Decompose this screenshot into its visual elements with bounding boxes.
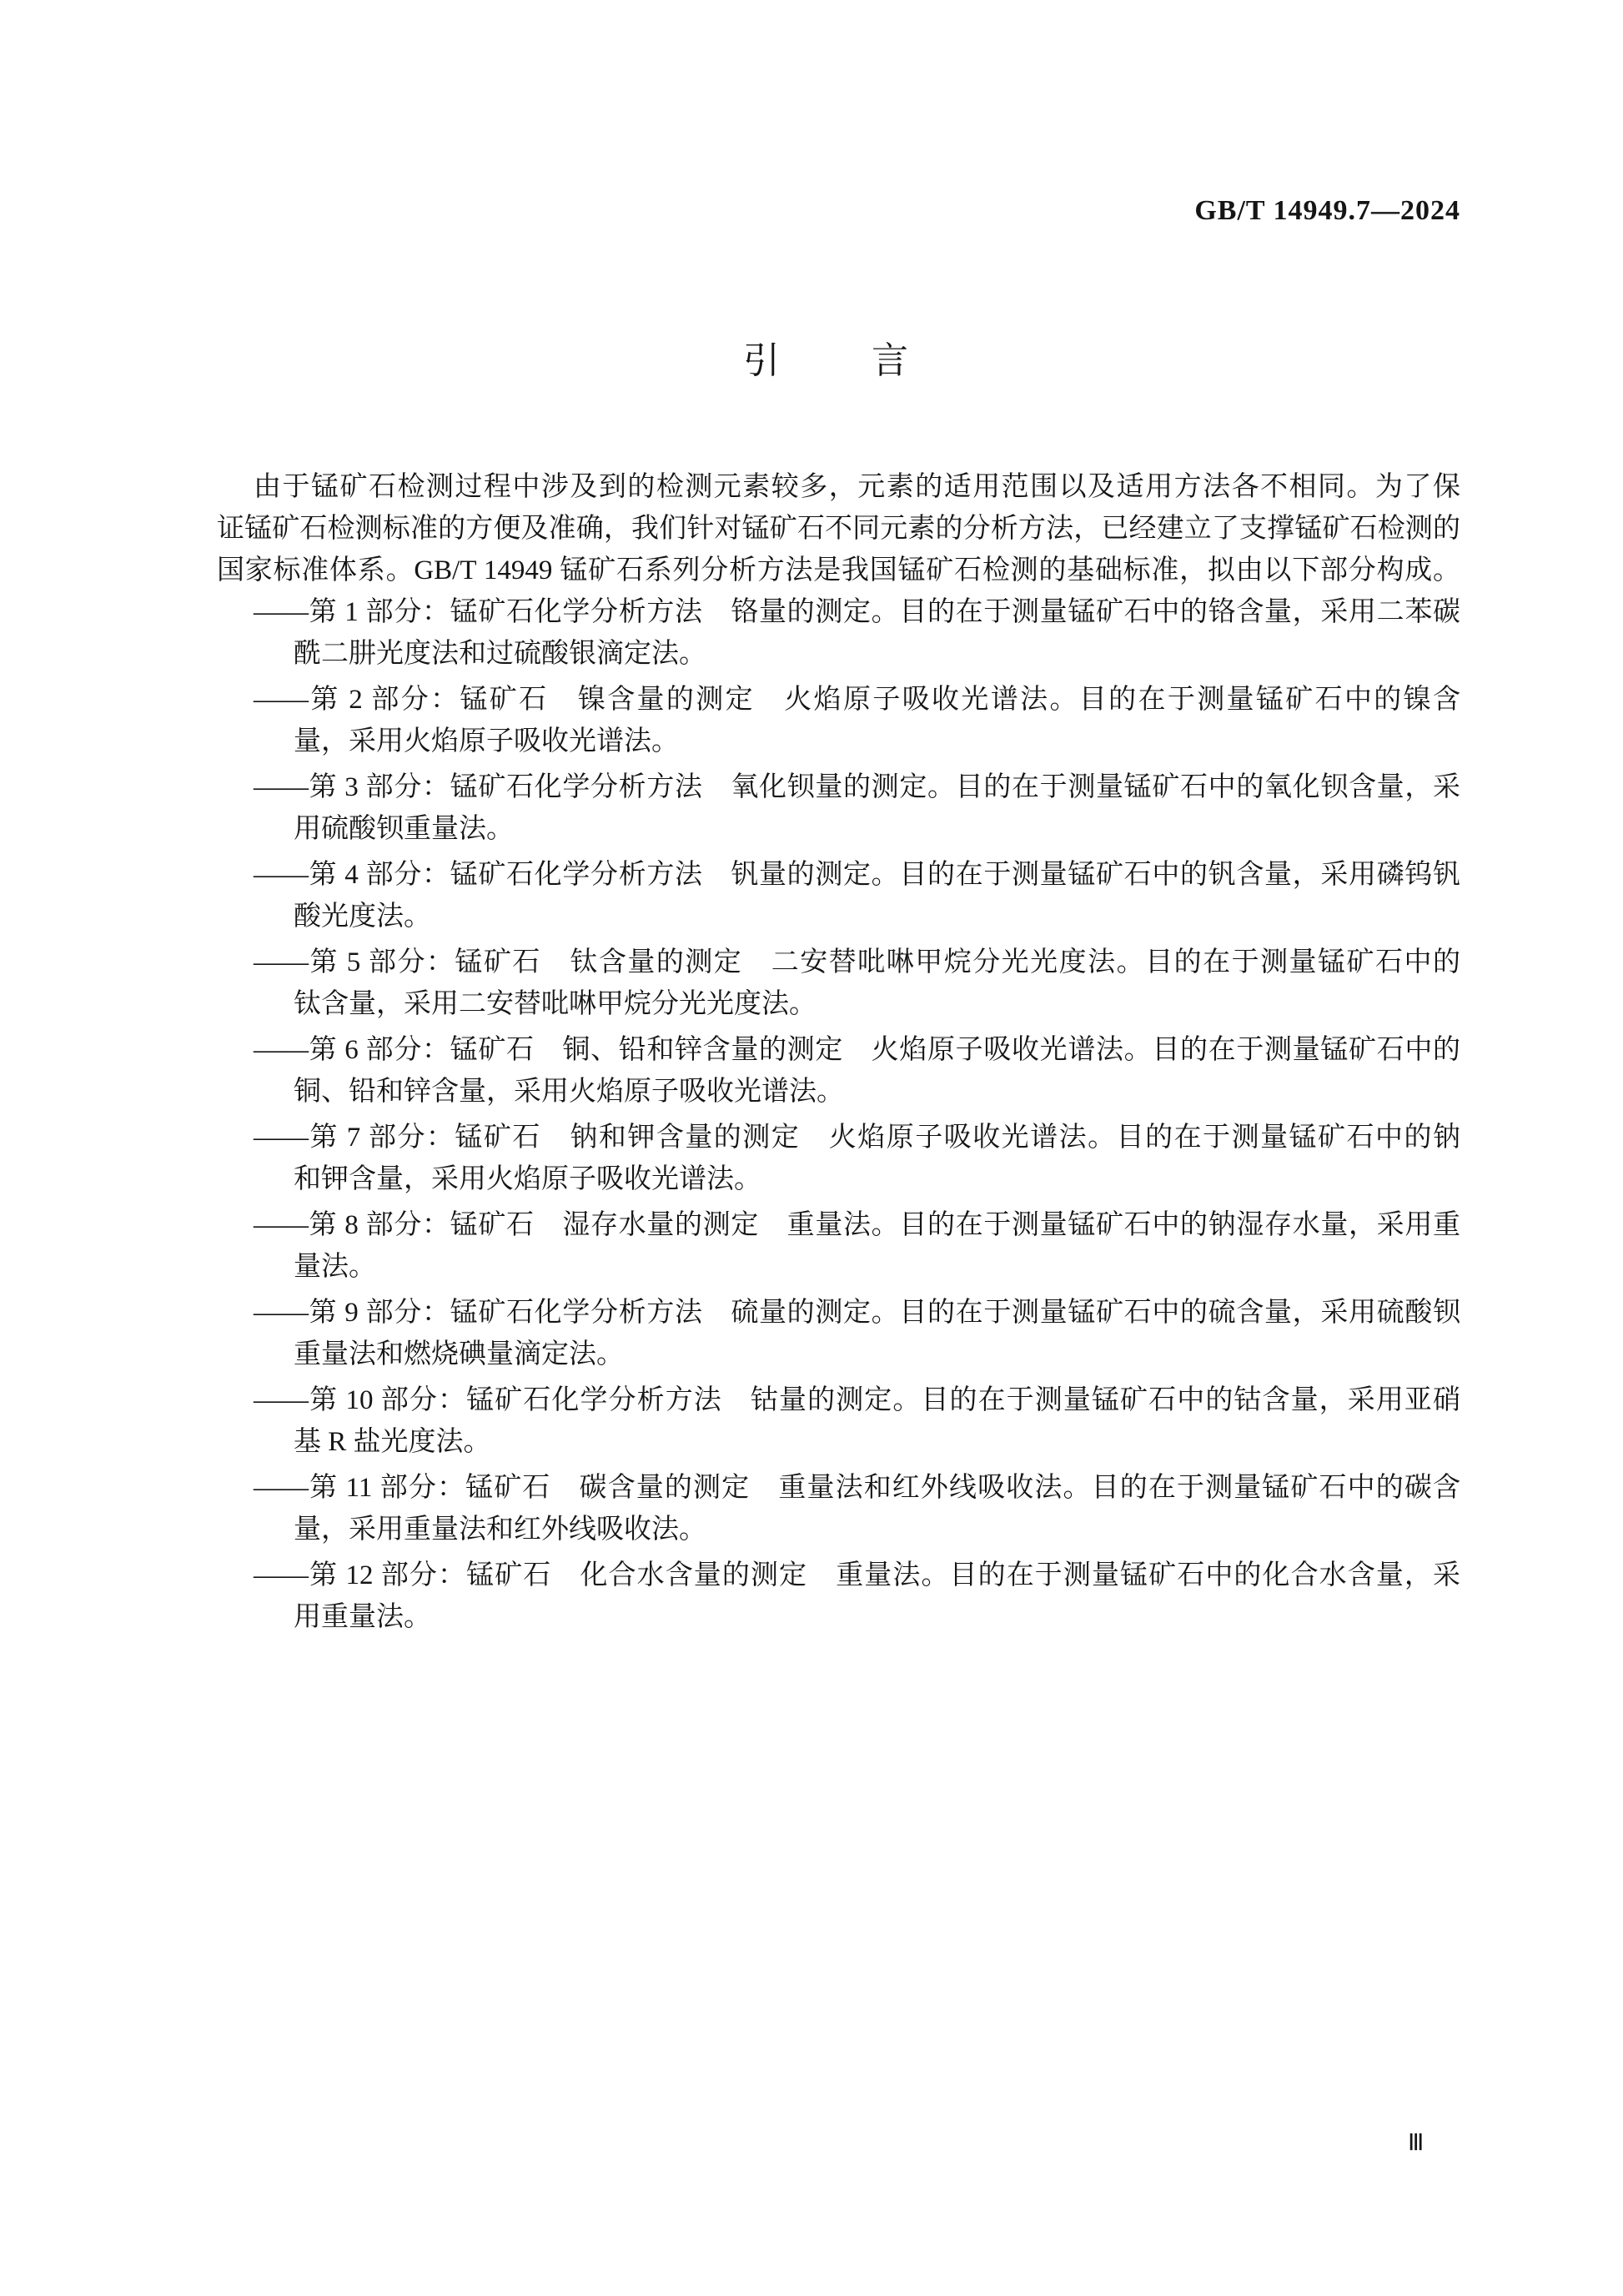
paragraph-line: 由于锰矿石检测过程中涉及到的检测元素较多，元素的适用范围以及适用方法各不相同。为了保 [254,472,1460,502]
list-item-line: ——第 8 部分：锰矿石 湿存水量的测定 重量法。目的在于测量锰矿石中的钠湿存水量，采用重 [254,1210,1460,1240]
page-title-container [204,340,1447,381]
page-number: Ⅲ [1408,2128,1425,2156]
list-item-line: 量法。 [294,1252,376,1282]
list-item-line: 酰二肼光度法和过硫酸银滴定法。 [294,639,706,669]
list-item [217,1204,1460,1288]
list-item-line: ——第 6 部分：锰矿石 铜、铅和锌含量的测定 火焰原子吸收光谱法。目的在于测量锰矿石中的 [254,1035,1460,1065]
list-item-line: 用硫酸钡重量法。 [294,814,514,844]
document-body [217,466,1460,1642]
list-item-line: 钛含量，采用二安替吡啉甲烷分光光度法。 [294,989,817,1019]
list-item-line: ——第 1 部分：锰矿石化学分析方法 铬量的测定。目的在于测量锰矿石中的铬含量，采用二苯碳 [254,597,1460,627]
list-item-line: 用重量法。 [294,1602,431,1632]
list-item-line: ——第 7 部分：锰矿石 钠和钾含量的测定 火焰原子吸收光谱法。目的在于测量锰矿石中的钠 [254,1123,1460,1153]
list-item-line: ——第 4 部分：锰矿石化学分析方法 钒量的测定。目的在于测量锰矿石中的钒含量，采用磷钨钒 [254,860,1460,890]
list-item-line: 铜、铅和锌含量，采用火焰原子吸收光谱法。 [294,1077,844,1107]
list-item [217,854,1460,937]
list-item [217,1555,1460,1638]
list-item-line: ——第 9 部分：锰矿石化学分析方法 硫量的测定。目的在于测量锰矿石中的硫含量，采用硫酸钡 [254,1298,1460,1328]
standard-number: GB/T 14949.7—2024 [1194,195,1460,226]
page-title: 引言 [743,340,1000,381]
list-item-line: 量，采用火焰原子吸收光谱法。 [294,726,679,756]
list-item [217,1467,1460,1550]
parts-list [217,591,1460,1638]
list-item-line: ——第 5 部分：锰矿石 钛含量的测定 二安替吡啉甲烷分光光度法。目的在于测量锰矿石中的 [254,947,1460,977]
list-item-line: 基 R 盐光度法。 [294,1427,491,1457]
list-item-line: 量，采用重量法和红外线吸收法。 [294,1515,706,1545]
list-item [217,766,1460,850]
list-item [217,679,1460,762]
list-item-line: ——第 10 部分：锰矿石化学分析方法 钴量的测定。目的在于测量锰矿石中的钴含量，采用亚硝 [254,1385,1460,1415]
list-item [217,1117,1460,1200]
list-item-line: ——第 2 部分：锰矿石 镍含量的测定 火焰原子吸收光谱法。目的在于测量锰矿石中的镍含 [254,685,1460,715]
list-item-line: ——第 3 部分：锰矿石化学分析方法 氧化钡量的测定。目的在于测量锰矿石中的氧化钡含量，采 [254,772,1460,802]
list-item [217,1379,1460,1463]
list-item-line: 酸光度法。 [294,902,431,932]
paragraph-line: 国家标准体系。GB/T 14949 锰矿石系列分析方法是我国锰矿石检测的基础标准，拟由以下部分构成。 [217,555,1460,585]
list-item [217,1292,1460,1375]
intro-paragraph [217,466,1460,591]
list-item-line: 重量法和燃烧碘量滴定法。 [294,1339,624,1369]
list-item [217,1029,1460,1113]
list-item [217,942,1460,1025]
list-item-line: ——第 11 部分：锰矿石 碳含量的测定 重量法和红外线吸收法。目的在于测量锰矿石中的碳含 [254,1473,1460,1503]
paragraph-line: 证锰矿石检测标准的方便及准确，我们针对锰矿石不同元素的分析方法，已经建立了支撑锰矿石检测的 [217,514,1460,544]
list-item [217,591,1460,675]
list-item-line: 和钾含量，采用火焰原子吸收光谱法。 [294,1164,761,1194]
list-item-line: ——第 12 部分：锰矿石 化合水含量的测定 重量法。目的在于测量锰矿石中的化合水含量，采 [254,1560,1460,1590]
